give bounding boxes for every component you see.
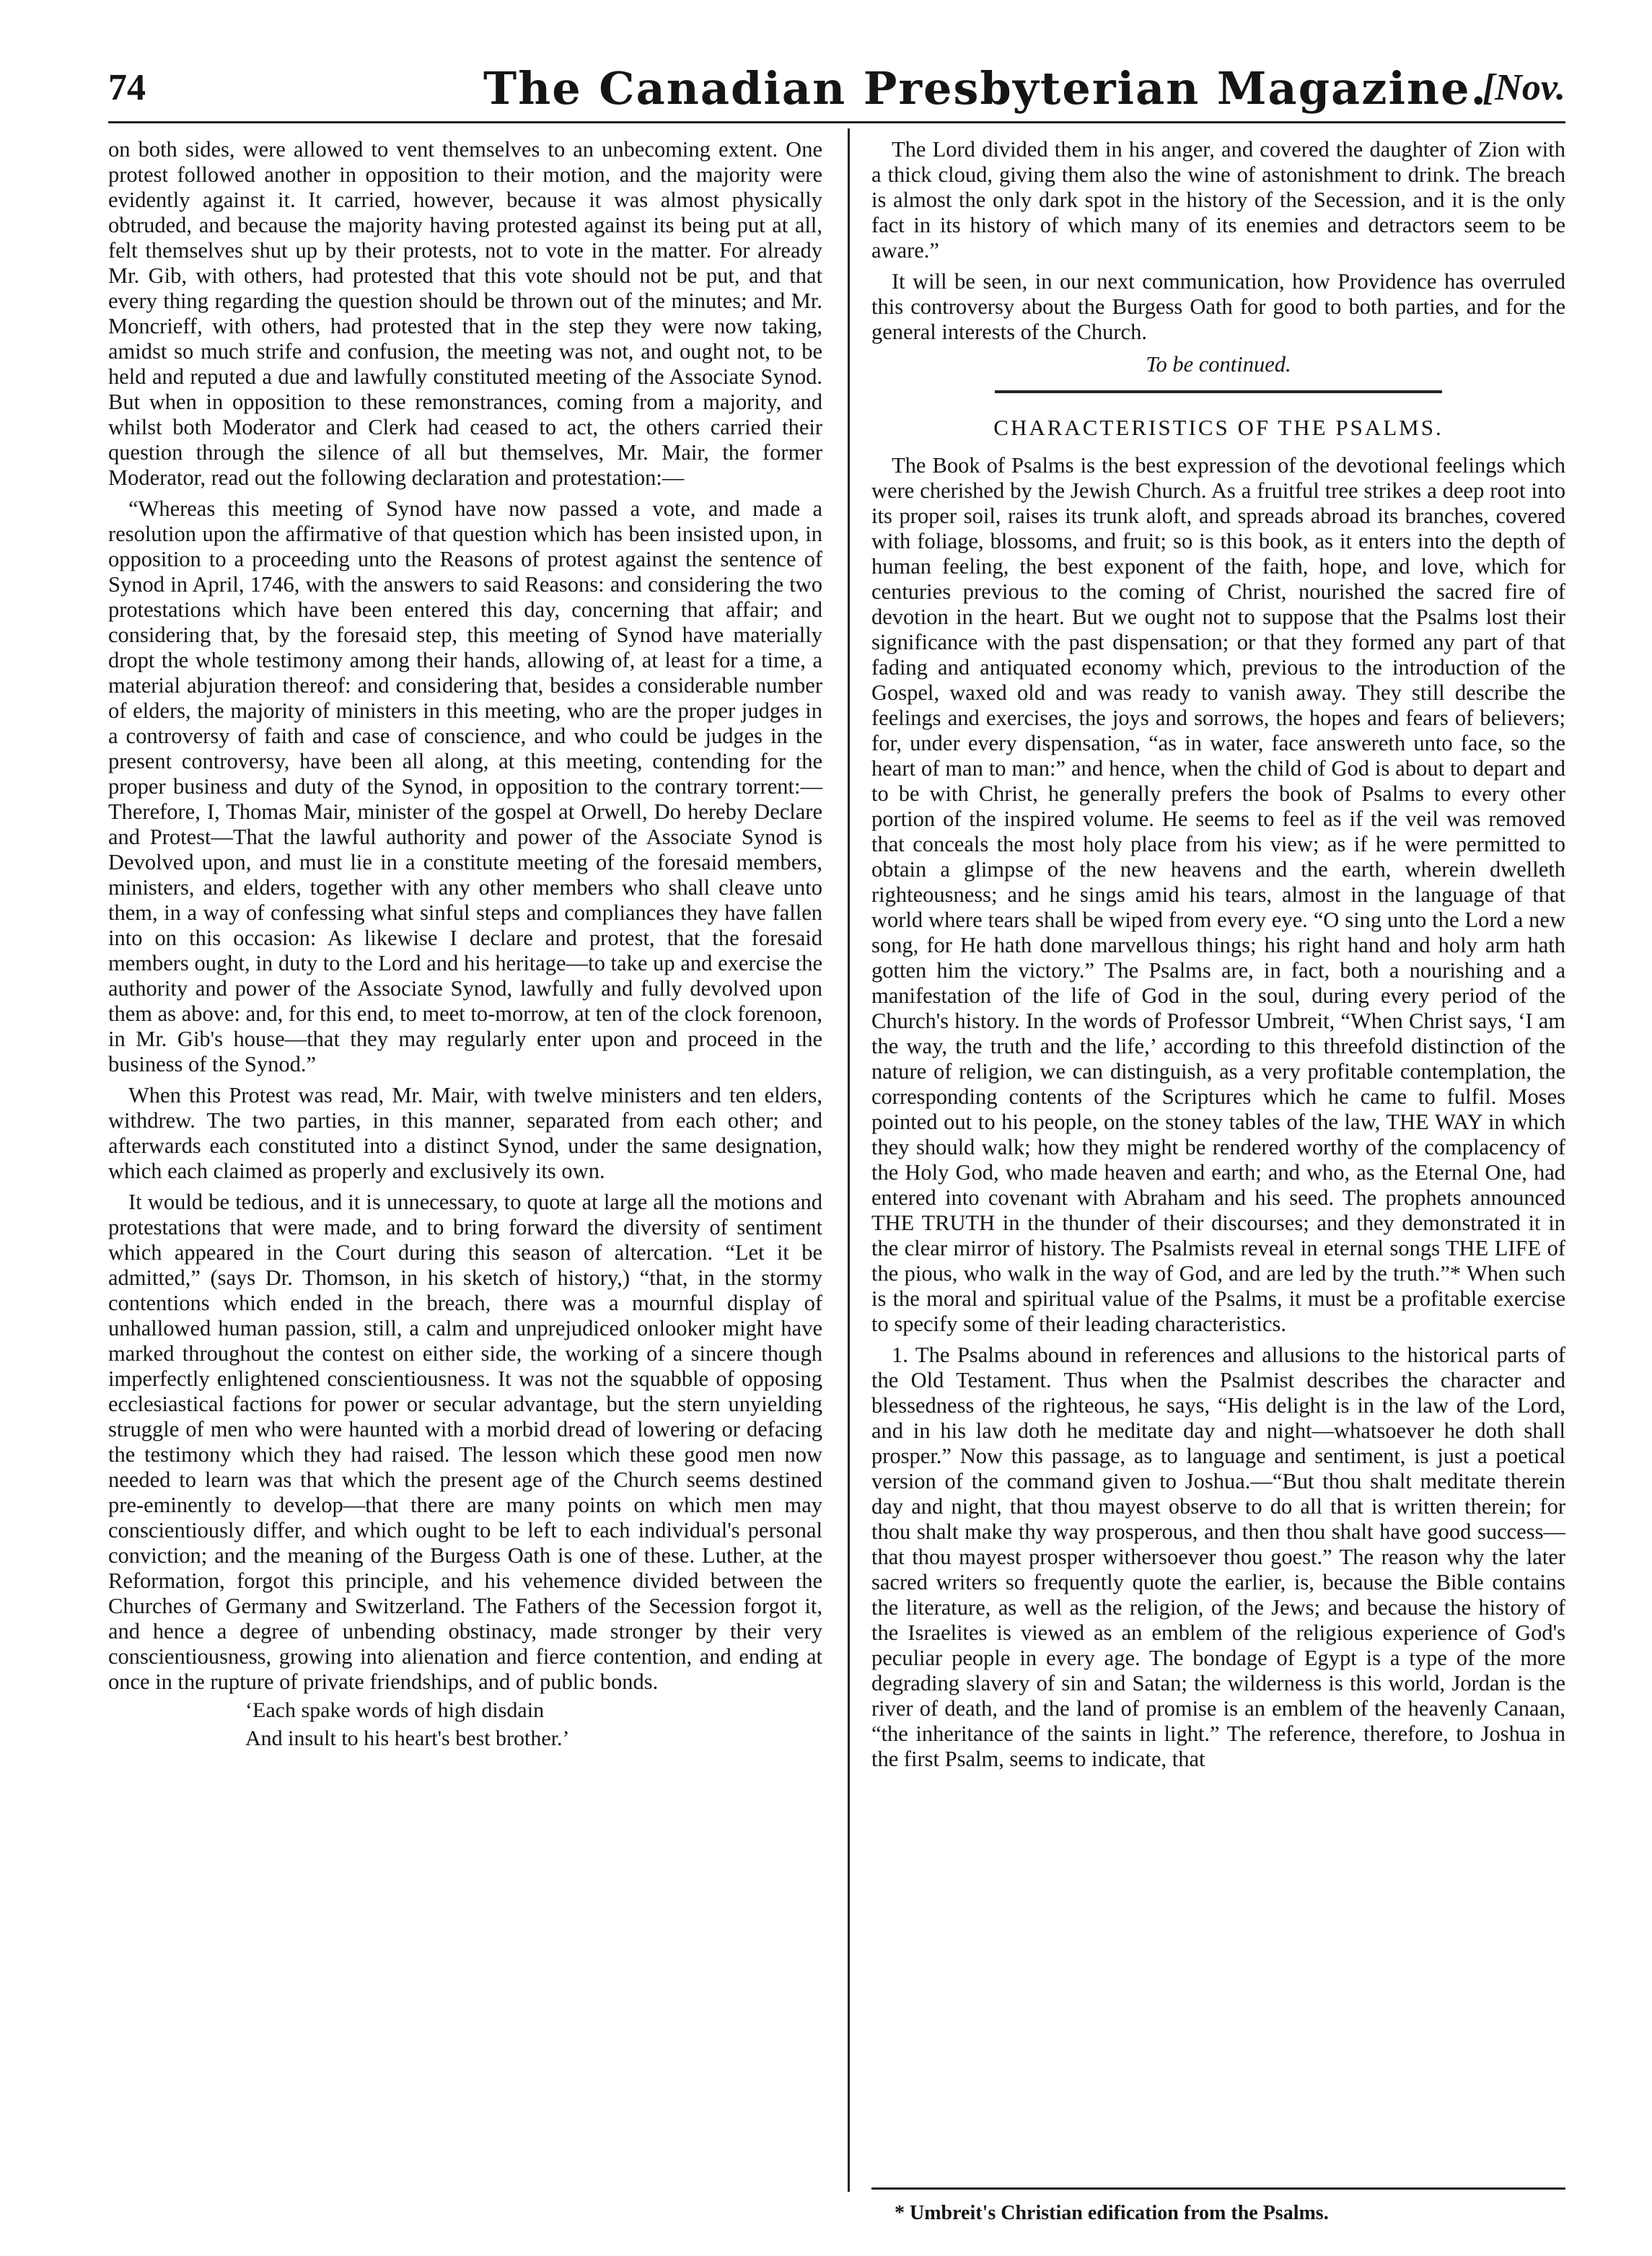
verse-line-2: And insult to his heart's best brother.’ — [245, 1726, 570, 1750]
issue-month: [Nov. — [1482, 67, 1565, 108]
page-number: 74 — [108, 67, 146, 108]
header-rule — [108, 121, 1565, 123]
footnote: * Umbreit's Christian edification from the Psalms. — [895, 2202, 1329, 2224]
paragraph-synod-debate: on both sides, were allowed to vent themselves to an unbecoming extent. One protest followed another in opposition to their motion, and the majority were evidently against it. It carried, however, because it was almost physically obtruded, and because the majority having protested against its being put at all, felt themselves shut up by their protests, not to vote in the matter. For already Mr. Gib, with others, had protested that this vote should not be put, and that every thing regarding the question should be thrown out of the minutes; and Mr. Moncrieff, with others, had protested that in the step they were now taking, amidst so much strife and confusion, the meeting was not, and ought not, to be held and reputed a due and lawfully constituted meeting of the Associate Synod. But when in opposition to these remonstrances, coming from a majority, and whilst both Moderator and Clerk had ceased to act, the others carried their question through the silence of all but themselves, Mr. Mair, the former Moderator, read out the following declaration and protestation:— — [108, 137, 822, 490]
footnote-rule — [871, 2187, 1565, 2190]
paragraph-next-communication: It will be seen, in our next communication, how Providence has overruled this controversy about the Burgess Oath for good to both parties, and for the general interests of the Church. — [871, 269, 1565, 344]
paragraph-historical-references: 1. The Psalms abound in references and allusions to the historical parts of the Old Testament. Thus when the Psalmist describes the character and blessedness of the righteous, he says, “His delight is in the law of the Lord, and in his law doth he meditate day and night—whatsoever he doth shall prosper.” Now this passage, as to language and sentiment, is just a poetical version of the command given to Joshua.—“But thou shalt meditate therein day and night, that thou mayest observe to do all that is written therein; for thou shalt make thy way prosperous, and then thou shalt have good success—that thou mayest prosper withersoever thou goest.” The reason why the later sacred writers so frequently quote the earlier, is, because the Bible contains the literature, as well as the religion, of the Jews; and because the history of the Israelites is viewed as an emblem of the religious experience of God's peculiar people in every age. The bondage of Egypt is a type of the more degrading slavery of sin and Satan; the wilderness is this world, Jordan is the river of death, and the land of promise is an emblem of the heavenly Canaan, “the inheritance of the saints in light.” The reference, therefore, to Joshua in the first Psalm, seems to indicate, that — [871, 1343, 1565, 1771]
section-rule — [995, 390, 1442, 393]
paragraph-thomson-quote: It would be tedious, and it is unnecessary, to quote at large all the motions and protestations that were made, and to bring forward the diversity of sentiment which appeared in the Court during this season of altercation. “Let it be admitted,” (says Dr. Thomson, in his sketch of history,) “that, in the stormy contentions which ended in the breach, there was a mournful display of unhallowed human passion, still, a calm and unprejudiced onlooker might have marked throughout the contest on either side, the working of a sincere though imperfectly enlightened conscientiousness. It was not the squabble of opposing ecclesiastical factions for power or secular advantage, but the stern unyielding struggle of men who were haunted with a morbid dread of lowering or defacing the testimony which they had raised. The lesson which these good men now needed to learn was that which the present age of the Church seems destined pre-eminently to develop—that there are many points on which men may conscientiously differ, and which ought to be left to each individual's personal conviction; and the meaning of the Burgess Oath is one of these. Luther, at the Reformation, forgot this principle, and his vehemence divided between the Churches of Germany and Switzerland. The Fathers of the Secession forgot it, and hence a degree of unbending obstinacy, made stronger by their very conscientiousness, growing into alienation and fierce contention, and ending at once in the rupture of private friendships, and of public bonds. — [108, 1190, 822, 1694]
paragraph-withdrawal: When this Protest was read, Mr. Mair, with twelve ministers and ten elders, withdrew. The two parties, in this manner, separated from each other; and afterwards each constituted into a distinct Synod, under the same designation, which each claimed as properly and exclusively its own. — [108, 1083, 822, 1183]
right-column — [871, 137, 1565, 1772]
to-be-continued: To be continued. — [1146, 352, 1291, 377]
paragraph-psalms-intro: The Book of Psalms is the best expression of the devotional feelings which were cherished by the Jewish Church. As a fruitful tree strikes a deep root into its proper soil, raises its trunk aloft, and spreads abroad its branches, covered with foliage, blossoms, and fruit; so is this book, as it enters into the depth of human feeling, the best exponent of the faith, hope, and love, which for centuries previous to the coming of Christ, nourished the sacred fire of devotion in the heart. But we ought not to suppose that the Psalms lost their significance with the past dispensation; or that they formed any part of that fading and antiquated economy which, previous to the introduction of the Gospel, waxed old and was ready to vanish away. They still describe the feelings and exercises, the joys and sorrows, the hopes and fears of believers; for, under every dispensation, “as in water, face answereth unto face, so the heart of man to man:” and hence, when the child of God is about to depart and to be with Christ, he generally prefers the book of Psalms to every other portion of the inspired volume. He seems to feel as if the veil was removed that conceals the most holy place from his view; as if he were permitted to obtain a glimpse of the new heavens and the earth, wherein dwelleth righteousness; and he sings amid his tears, almost in the language of that world where tears shall be wiped from every eye. “O sing unto the Lord a new song, for He hath done marvellous things; his right hand and holy arm hath gotten him the victory.” The Psalms are, in fact, both a nourishing and a manifestation of the life of God in the soul, during every period of the Church's history. In the words of Professor Umbreit, “When Christ says, ‘I am the way, the truth and the life,’ according to this threefold distinction of the nature of religion, we can distinguish, as a very profitable contemplation, the corresponding contents of the Scriptures which he came to fulfil. Moses pointed out to his people, on the stoney tables of the law, THE WAY in which they should walk; how they might be rendered worthy of the complacency of the Holy God, who made heaven and earth; and who, as the Eternal One, had entered into covenant with Abraham and his seed. The prophets announced THE TRUTH in the thunder of their discourses; and they demonstrated it in the clear mirror of history. The Psalmists reveal in eternal songs THE LIFE of the pious, who walk in the way of God, and are led by the truth.”* When such is the moral and spiritual value of the Psalms, it must be a profitable exercise to specify some of their leading characteristics. — [871, 453, 1565, 1336]
magazine-title: The Canadian Presbyterian Magazine. — [483, 62, 1488, 115]
paragraph-mair-protest: “Whereas this meeting of Synod have now passed a vote, and made a resolution upon the affirmative of that question which has been insisted upon, in opposition to a proceeding unto the Reasons of protest against the sentence of Synod in April, 1746, with the answers to said Reasons: and considering the two protestations which have been entered this day, concerning that affair; and considering that, by the foresaid step, this meeting of Synod have materially dropt the whole testimony among their hands, allowing of, at least for a time, a material abjuration thereof: and considering that, besides a considerable number of elders, the majority of ministers in this meeting, who are the proper judges in a controversy of faith and case of conscience, and who could be judges in the present controversy, have been all along, at this meeting, contending for the proper business and duty of the Synod, in opposition to the contrary torrent:—Therefore, I, Thomas Mair, minister of the gospel at Orwell, Do hereby Declare and Protest—That the lawful authority and power of the Associate Synod is Devolved upon, and must lie in a constitute meeting of the foresaid members, ministers, and elders, together with any other members who shall cleave unto them, in a way of confessing what sinful steps and compliances they have fallen into on this occasion: As likewise I declare and protest, that the foresaid members ought, in duty to the Lord and his heritage—to take up and exercise the authority and power of the Associate Synod, lawfully and fully devolved upon them as above: and, for this end, to meet to-morrow, at ten of the clock forenoon, in Mr. Gib's house—that they may regularly enter upon and proceed in the business of the Synod.” — [108, 496, 822, 1076]
left-column — [108, 137, 822, 1751]
column-divider — [848, 128, 850, 2192]
paragraph-lord-divided: The Lord divided them in his anger, and covered the daughter of Zion with a thick cloud, giving them also the wine of astonishment to drink. The breach is almost the only dark spot in the history of the Secession, and it is the only fact in its history of which many of its enemies and detractors seem to be aware.” — [871, 137, 1565, 263]
running-header — [108, 62, 1565, 124]
verse-line-1: ‘Each spake words of high disdain — [245, 1698, 545, 1722]
section-heading: CHARACTERISTICS OF THE PSALMS. — [993, 415, 1444, 440]
